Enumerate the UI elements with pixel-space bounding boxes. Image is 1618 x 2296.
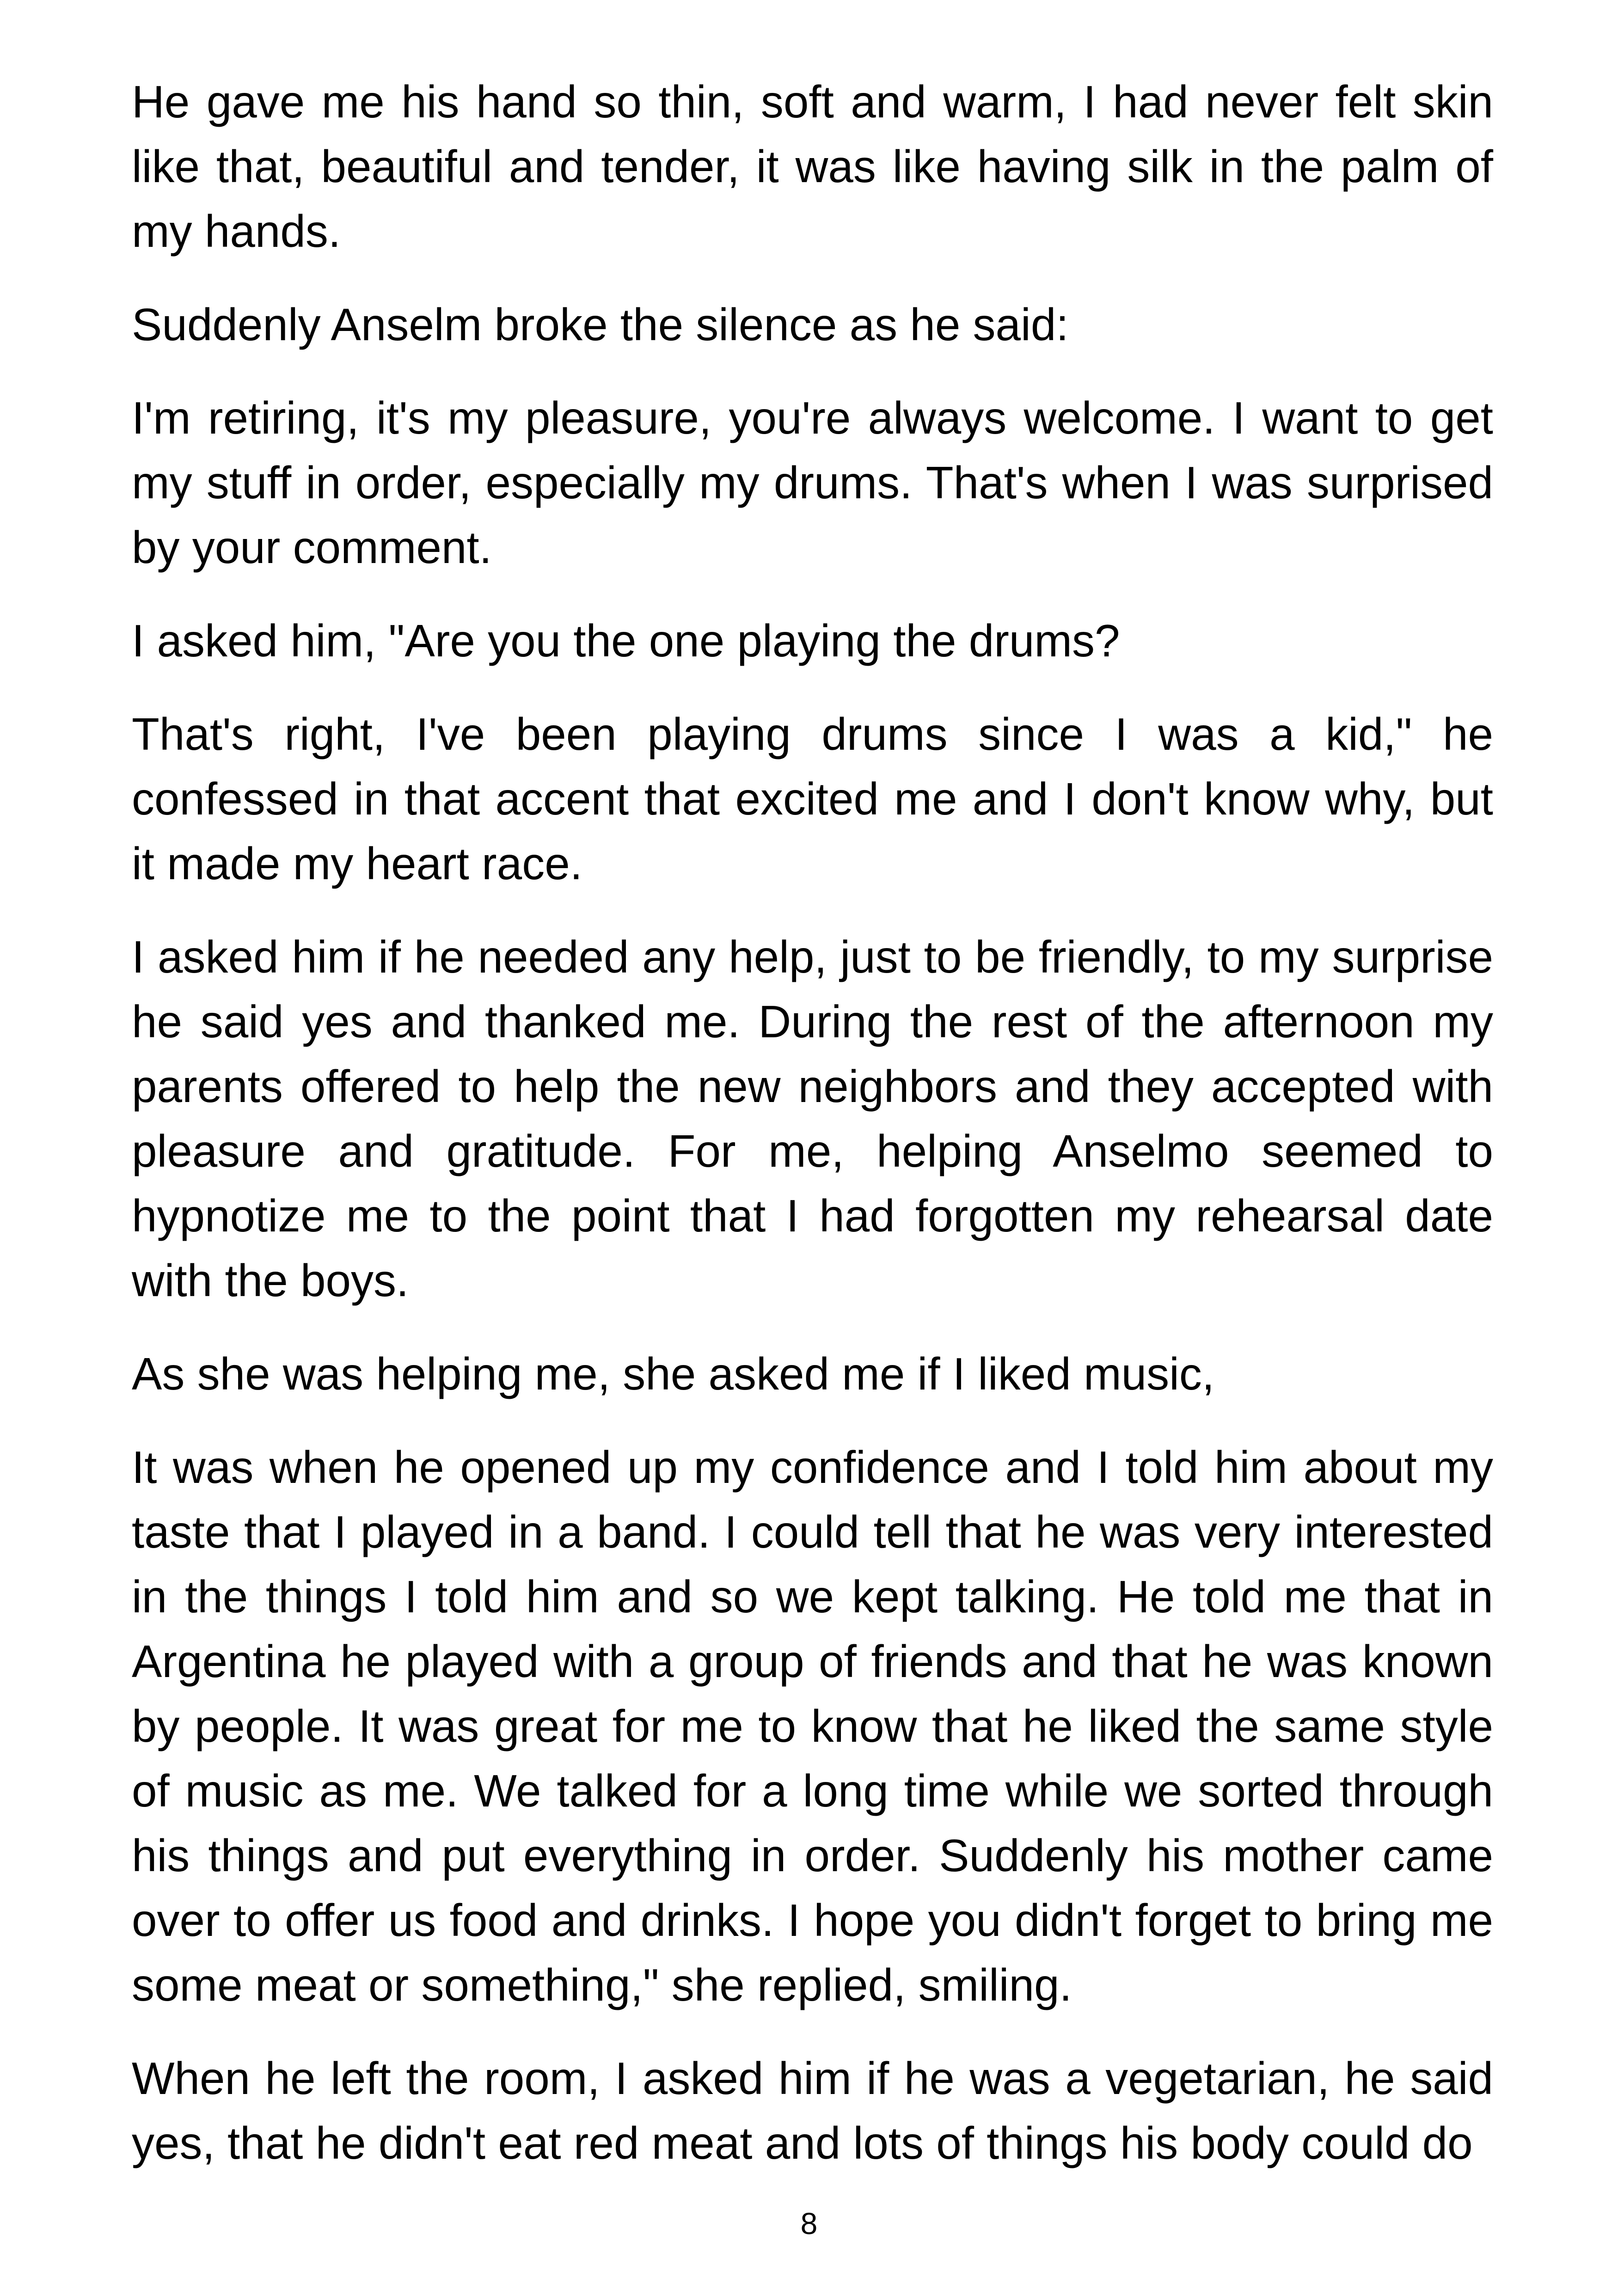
paragraph: I'm retiring, it's my pleasure, you're always welcome. I want to get my stuff in order, especially my drums. That's when I was surprised by your comment.: [132, 392, 1493, 573]
paragraph: Suddenly Anselm broke the silence as he said:: [132, 299, 1069, 350]
paragraph: I asked him if he needed any help, just to be friendly, to my surprise he said yes and thanked me. During the rest of the afternoon my parents offered to help the new neighbors and they accepted with pleasure and gratitude. For me, helping Anselmo seemed to hypnotize me to the point that I had forgotten my rehearsal date with the boys.: [132, 931, 1493, 1306]
page-number: 8: [800, 2206, 818, 2241]
paragraph: It was when he opened up my confidence and I told him about my taste that I played in a band. I could tell that he was very interested in the things I told him and so we kept talking. He told me that in Argentina he played with a group of friends and that he was known by people. It was great for me to know that he liked the same style of music as me. We talked for a long time while we sorted through his things and put everything in order. Suddenly his mother came over to offer us food and drinks. I hope you didn't forget to bring me some meat or something," she replied, smiling.: [132, 1442, 1493, 2010]
paragraph: He gave me his hand so thin, soft and warm, I had never felt skin like that, beautiful and tender, it was like having silk in the palm of my hands.: [132, 76, 1493, 257]
paragraph: I asked him, "Are you the one playing the drums?: [132, 615, 1120, 666]
body-text: [132, 69, 1493, 2204]
paragraph: As she was helping me, she asked me if I liked music,: [132, 1348, 1215, 1399]
paragraph: When he left the room, I asked him if he was a vegetarian, he said yes, that he didn't eat red meat and lots of things his body could do: [132, 2053, 1493, 2168]
paragraph: That's right, I've been playing drums since I was a kid," he confessed in that accent that excited me and I don't know why, but it made my heart race.: [132, 709, 1493, 889]
